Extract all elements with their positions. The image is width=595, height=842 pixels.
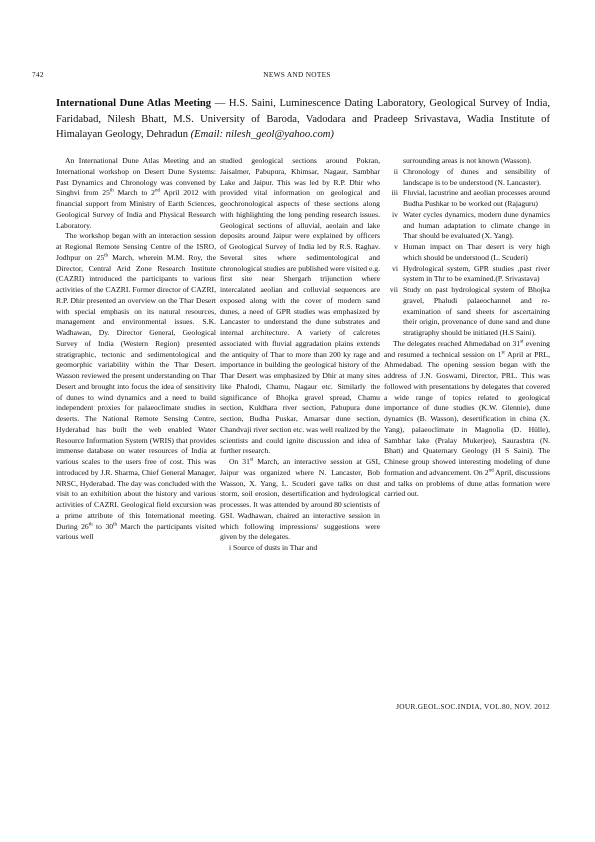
article-title: International Dune Atlas Meeting <box>56 98 212 109</box>
paragraph: studied geological sections around Pokran, Jaisalmer, Pabupura, Khimsar, Nagaur, Sambhar Lake and Jaipur. This was led by R.P. Dhir who provided vital information on geological and geochronological aspects of these sections along with highlighting the long pending research issues. Geological sections of alluvial, aeolain and lake deposits around Jaipur were explained by officers of Geological Survey of India led by R.S. Raghav. Several sites where sedimentological and chronological studies are published were visited e.g. first site near Shergarh trijunction where intercalated aeolian and colluvial sequences are exposed along with the cover of modern sand dunes, a need of GPR studies was emphasized by Lancaster to understand the dune substrates and internal architecture. A variety of calcretes associated with fluvial aggradation plains extends the antiquity of Thar to more than 200 ky rage and importance in building the geological history of the Thar Desert was emphasized by Dhir at many sites like Phalodi, Chamu, Nagaur etc. Similarly the significance of Bhojka gravel spread, Chamu section, Kuldhara river section, Pabupura dune section, Budha Puskar, Amarsar dune section, Chandvaji river section etc. was well realized by the scientists and could ignite discussion and idea of further research. <box>220 156 380 456</box>
column-2 <box>220 156 380 554</box>
column-3 <box>384 156 550 500</box>
running-header <box>32 70 562 82</box>
list-item: ii Chronology of dunes and sensibility of landscape is to be understood (N. Lancaster). <box>393 166 550 187</box>
author-email: (Email: nilesh_geol@yahoo.com) <box>190 129 334 141</box>
article-authors: — H.S. Saini, Luminescence Dating Laboratory, Geological Survey of India, Faridabad, Nilesh Bhatt, M.S. University of Baroda, Vadodara and Pradeep Srivastava, Wadia Institute of Himalayan Geology, Dehradun <box>56 98 550 141</box>
paragraph: On 31st March, an interactive session at GSI, Jaipur was organized where N. Lancaster, Bob Wasson, X. Yang, L. Scuderi gave talks on dust storm, soil erosion, desertification and hydrological processes. It was attended by around 80 scientists of GSI. Wadhawan, chaired an interactive session in which following impressions/ suggestions were given by the delegates. <box>220 457 381 542</box>
paragraph: The workshop began with an interaction session at Regional Remote Sensing Centre of the ISRO, Jodhpur on 25th March, wherein M.M. Roy, the Director, Central Arid Zone Research Institute (CAZRI) introduced the participants to various activities of the CAZRI. Former director of CAZRI, R.P. Dhir presented an overview on the Thar Desert with special emphasis on its natural resources, management and environmental issues. S.K. Wadhawan, Dy. Director General, Geological Survey of India (Western Region) presented stratigraphic, tectonic and sedimentological and geomorphic variability within the Thar Desert. Wasson reviewed the present understanding on Thar Desert and brought into focus the idea of sensitivity of dunes to wind dynamics and a need to build independent proxies for palaeoclimate studies in deserts. The National Remote Sensing Centre, Hyderabad has built the web enabled Water Resource Information System (WRIS) that provides immense database on water resources of India at various scales to the users free of cost. This was introduced by J.R. Sharma, Chief General Manager, NRSC, Hyderabad. The day was concluded with the visit to an exhibition about the history and various activities of CAZRI. Geological field excursion was a prime attribute of this International meeting. During 26th to 30th March the participants visited various well <box>56 231 217 542</box>
list-item: iii Fluvial, lacustrine and aeolian processes around Budha Pushkar to be worked out (Rajaguru) <box>391 188 550 208</box>
column-1 <box>56 156 216 543</box>
paragraph: The delegates reached Ahmedabad on 31st evening and resumed a technical session on 1st April at PRL, Ahmedabad. The opening session began with the address of J.N. Goswami, Director, PRL. This was followed with presentations by delegates that covered a wide range of topics related to geological importance of dune studies (K.W. Glennie), dune dynamics (B. Wasson), desertification in china (X. Yang), palaeoclimate in Magnolia (D. Hülle), Sambhar lake (Pralay Mukerjee), Saurashtra (N. Bhatt) and Quaternary Geology (H S Saini). The Chinese group showed interesting modeling of dune formation and advancement. On 2nd April, discussions and talks on problems of dune atlas formation were carried out. <box>384 338 550 499</box>
list-item: vii Study on past hydrological system of Bhojka gravel, Phaludi palaeochannel and re-examination of sand sheets for ascertaining their origin, provenance of dune sand and dune stratigraphy should be initiated (H.S Saini). <box>389 285 550 337</box>
journal-footer: JOUR.GEOL.SOC.INDIA, VOL.80, NOV. 2012 <box>396 702 550 711</box>
article-heading <box>56 96 550 143</box>
paragraph: An International Dune Atlas Meeting and an International workshop on Desert Dune Systems: Past Dynamics and Chronology was convened by Singhvi from 25th March to 2nd April 2012 with financial support from Ministry of Earth Sciences, Geological Survey of India and Physical Research Laboratory. <box>56 156 216 230</box>
list-item: v Human impact on Thar desert is very high which should be understood (L. Scuderi) <box>394 242 550 262</box>
section-title: NEWS AND NOTES <box>263 70 331 79</box>
list-item: surrounding areas is not known (Wasson). <box>403 156 532 165</box>
list-item: vi Hydrological system, GPR studies ,past river system in Thr to be examined.(P. Srivastava) <box>392 263 550 284</box>
list-item: i Source of dusts in Thar and <box>229 543 318 552</box>
list-item: iv Water cycles dynamics, modern dune dynamics and human adaptation to climate change in Thar should be evaluated (X. Yang). <box>392 209 550 241</box>
page-number: 742 <box>32 70 44 79</box>
